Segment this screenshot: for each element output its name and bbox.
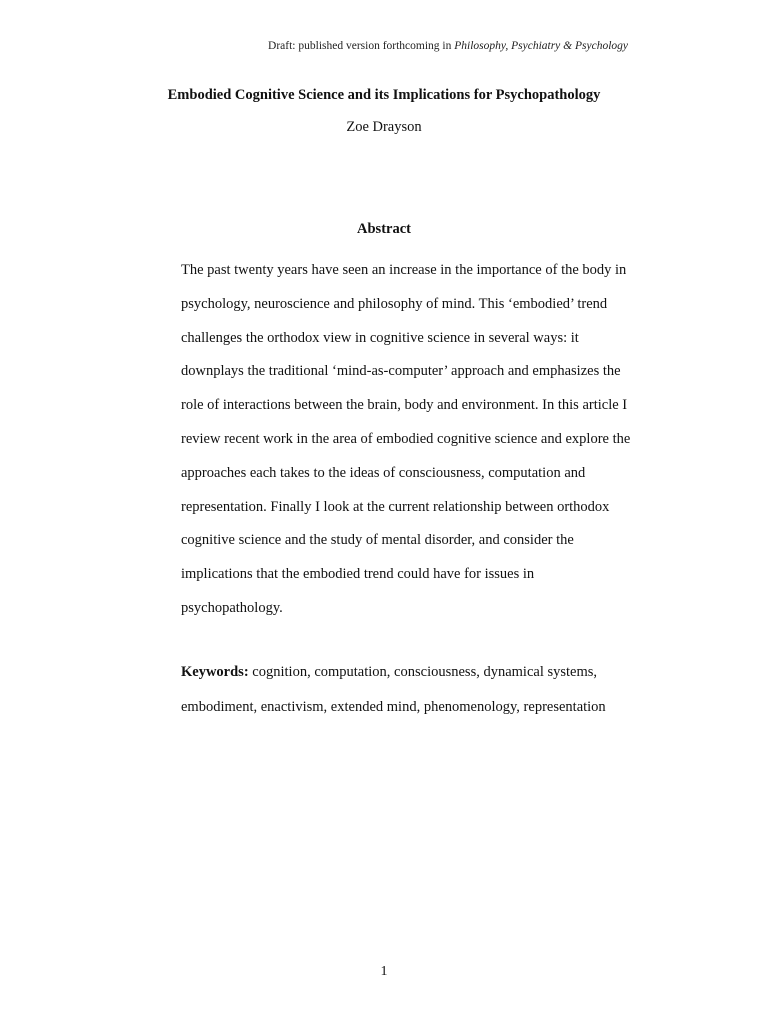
running-header <box>268 40 628 52</box>
journal-name: Philosophy, Psychiatry & Psychology <box>454 40 628 52</box>
abstract-body <box>181 254 631 626</box>
abstract-line: implications that the embodied trend could have for issues in <box>181 566 535 583</box>
abstract-line: challenges the orthodox view in cognitive science in several ways: it <box>181 329 579 346</box>
keywords-label: Keywords: <box>181 664 249 680</box>
abstract-line: review recent work in the area of embodied cognitive science and explore the <box>181 430 631 447</box>
draft-notice: Draft: published version forthcoming in <box>268 40 455 52</box>
abstract-heading: Abstract <box>357 221 411 237</box>
abstract-line: downplays the traditional ‘mind-as-computer’ approach and emphasizes the <box>181 363 621 380</box>
keywords-line: embodiment, enactivism, extended mind, phenomenology, representation <box>181 699 606 715</box>
abstract-line: representation. Finally I look at the current relationship between orthodox <box>181 498 610 515</box>
author-name: Zoe Drayson <box>346 119 422 135</box>
keywords-line <box>181 655 621 690</box>
abstract-line: role of interactions between the brain, body and environment. In this article I <box>181 397 628 414</box>
abstract-line: psychology, neuroscience and philosophy of mind. This ‘embodied’ trend <box>181 295 608 312</box>
keywords-block <box>181 655 621 725</box>
paper-title: Embodied Cognitive Science and its Implications for Psychopathology <box>167 87 601 103</box>
keywords-text: cognition, computation, consciousness, dynamical systems, <box>248 664 598 680</box>
abstract-line: psychopathology. <box>181 599 283 616</box>
abstract-line: cognitive science and the study of mental disorder, and consider the <box>181 532 574 549</box>
abstract-line: The past twenty years have seen an increase in the importance of the body in <box>181 262 627 278</box>
page-number: 1 <box>380 964 388 979</box>
abstract-line: approaches each takes to the ideas of consciousness, computation and <box>181 464 586 481</box>
